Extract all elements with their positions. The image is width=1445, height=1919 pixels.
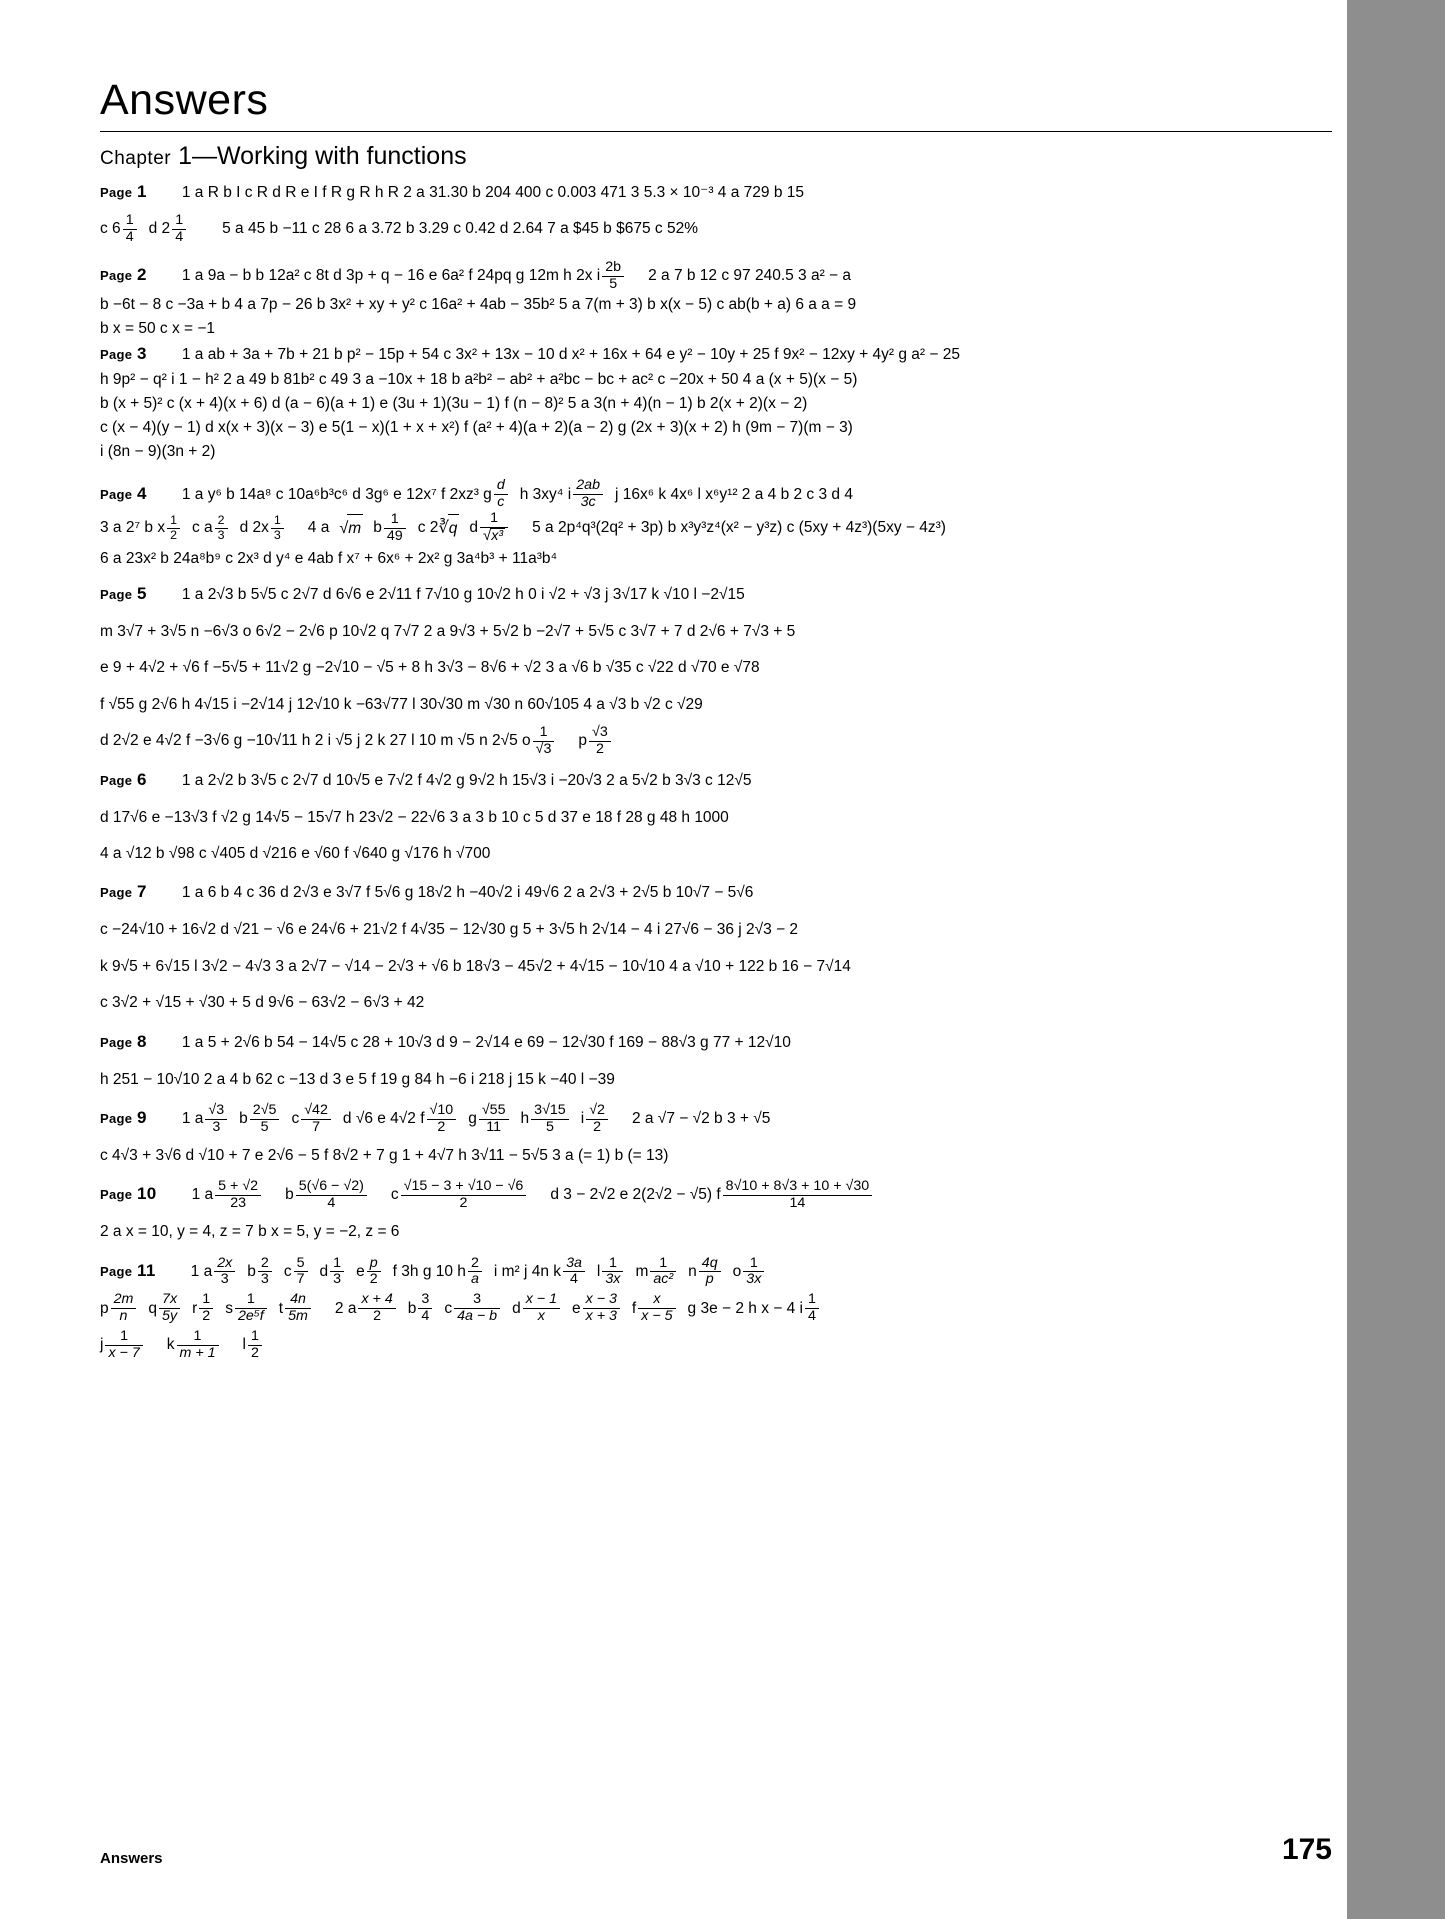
page-2-line-3: b x = 50 c x = −1 xyxy=(100,319,216,337)
fraction-3-over-4a-minus-b: $\frac{3}{4a - b}$ xyxy=(454,1292,500,1325)
page-4-answers-4d: d xyxy=(469,519,479,537)
page-6-line-3: 4 a √12 b √98 c √405 d √216 e √60 f √640 g √176 h √700 xyxy=(100,844,491,862)
page-5-answers-5b: p xyxy=(578,732,588,750)
page-6-answers-1: 1 a 2√2 b 3√5 c 2√7 d 10√5 e 7√2 f 4√2 g 9√2 h 15√3 i −20√3 2 a 5√2 b 3√3 c 12√5 xyxy=(181,771,752,789)
page-4-answers-4b: b xyxy=(373,519,382,537)
fraction-one-over-root-x-cubed: $\frac{1}{\text{√x³}}$ xyxy=(480,511,508,545)
title-divider xyxy=(100,131,1332,132)
fraction-2root5-over-5: $\frac{2√5}{5}$ xyxy=(250,1103,280,1136)
fraction-root42-over-7: $\frac{√42}{7}$ xyxy=(301,1103,331,1136)
exponent-two-thirds: $\frac{2}{3}$ xyxy=(215,514,228,543)
answers-section-page-4 xyxy=(100,478,1330,574)
answers-section-page-1 xyxy=(100,179,1330,246)
page-2-answers-1a: 1 a 9a − b b 12a² c 8t d 3p + q − 16 e 6a² f 24pq g 12m h 2x i xyxy=(181,266,601,284)
page-2-line-1 xyxy=(100,260,1330,293)
page-content xyxy=(100,76,1330,1363)
fraction-2ab-over-3c: $\frac{2ab}{3c}$ xyxy=(573,478,603,511)
page-9-line-1: Page 9 1 a $\frac{√3}{3}$ b $\frac{2√5}{5}$ c $\frac{√42}{7}$ d √6 e 4√2 f $\frac{√10}{2}$ g $\frac{√55}{11}$ h $\frac{3√15}{5}$ i $\frac{√2}{2}$ 2 a √7 − √2 b 3 + √5 xyxy=(100,1101,771,1135)
page-8-line-1 xyxy=(100,1022,1330,1062)
page-4-answers-1c: j 16x⁶ k 4x⁶ l x⁶y¹² 2 a 4 b 2 c 3 d 4 xyxy=(615,485,853,503)
fraction-5-plus-root2-over-23: $\frac{5 + √2}{23}$ xyxy=(215,1179,261,1212)
fraction-1-over-3x-b: $\frac{1}{3x}$ xyxy=(743,1256,764,1289)
fraction-3a-over-4: $\frac{3a}{4}$ xyxy=(563,1256,585,1289)
page-9-answers-2: 2 a √7 − √2 b 3 + √5 xyxy=(631,1109,771,1127)
page-4-answers-4a: 4 a xyxy=(307,519,330,537)
page-4-answers-3c: d 2x xyxy=(239,519,269,537)
page-label-5: Page 5 xyxy=(100,583,147,603)
page-6-line-2: d 17√6 e −13√3 f √2 g 14√5 − 15√7 h 23√2 − 22√6 3 a 3 b 10 c 5 d 37 e 18 f 28 g 48 h 1000 xyxy=(100,808,729,826)
page-label-3: Page 3 xyxy=(100,343,147,363)
page-5-line-5 xyxy=(100,723,1330,759)
page-4-answers-1b: h 3xy⁴ i xyxy=(519,485,572,503)
page-10-line-1: Page 10 1 a $\frac{5 + √2}{23}$ b $\frac{5(√6 - √2)}{4}$ c $\frac{√15 - 3 + √10 - √6}{2}$ d 3 − 2√2 e 2(2√2 − √5) f $\frac{8√10 + 8√3 + 10 + √30}{14}$ xyxy=(100,1174,1330,1214)
page-4-answers-3a: 3 a 2⁷ b x xyxy=(100,519,166,537)
fraction-1-over-ac2: $\frac{1}{\text{ac²}}$ xyxy=(650,1256,676,1289)
fraction-one-over-root3: $\frac{1}{√3}$ xyxy=(533,725,555,758)
page-7-answers-1: 1 a 6 b 4 c 36 d 2√3 e 3√7 f 5√6 g 18√2 h −40√2 i 49√6 2 a 2√3 + 2√5 b 10√7 − 5√6 xyxy=(181,884,754,902)
page-9-answers-1a: 1 a xyxy=(181,1109,204,1127)
fraction-root55-over-11: $\frac{√55}{11}$ xyxy=(479,1103,509,1136)
answers-section-page-7 xyxy=(100,872,1330,1021)
page-4-line-1 xyxy=(100,478,1330,512)
fraction-one-over-49: $\frac{1}{49}$ xyxy=(384,512,406,545)
fraction-5-root6-minus-root2-over-4: $\frac{5(√6 - √2)}{4}$ xyxy=(296,1179,367,1212)
page-label-1: Page 1 xyxy=(100,182,147,201)
page-8-answers-1: 1 a 5 + 2√6 b 54 − 14√5 c 28 + 10√3 d 9 − 2√14 e 69 − 12√30 f 169 − 88√3 g 77 + 12√10 xyxy=(181,1033,791,1051)
page-1-answers-2a: c 6 xyxy=(100,219,121,237)
exponent-one-half: $\frac{1}{2}$ xyxy=(167,514,180,543)
fraction-2-over-3: $\frac{2}{3}$ xyxy=(258,1256,272,1289)
fraction-root3-over-2: $\frac{√3}{2}$ xyxy=(589,725,611,758)
fraction-3-over-4: $\frac{3}{4}$ xyxy=(418,1292,432,1325)
page-title: Answers xyxy=(100,76,269,124)
page-6-line-1 xyxy=(100,760,1330,800)
page-9-line-2: c 4√3 + 3√6 d √10 + 7 e 2√6 − 5 f 8√2 + 7 g 1 + 4√7 h 3√11 − 5√5 3 a (= 1) b (= 13) xyxy=(100,1146,669,1164)
page-3-line-3: b (x + 5)² c (x + 4)(x + 6) d (a − 6)(a + 1) e (3u + 1)(3u − 1) f (n − 8)² 5 a 3(n + 4)(n − 1) b 2(x + 2)(x − 2) xyxy=(100,394,808,412)
page-3-line-1 xyxy=(100,341,1330,368)
page-4-line-3: 6 a 23x² b 24a⁸b⁹ c 2x³ d y⁴ e 4ab f x⁷ + 6x⁶ + 2x² g 3a⁴b³ + 11a³b⁴ xyxy=(100,550,558,568)
page-3-line-2: h 9p² − q² i 1 − h² 2 a 49 b 81b² c 49 3 a −10x + 18 b a²b² − ab² + a²bc − bc + ac² c −20x + 50 4 a (x + 5)(x − 5) xyxy=(100,370,858,388)
page-4-answers-4c: c 2 xyxy=(417,519,439,537)
page-1-answers-2c: 5 a 45 b −11 c 28 6 a 3.72 b 3.29 c 0.42 d 2.64 7 a $45 b $675 c 52% xyxy=(222,219,698,237)
exponent-one-third: $\frac{1}{3}$ xyxy=(271,514,284,543)
fraction-root3-over-3: $\frac{√3}{3}$ xyxy=(205,1103,227,1136)
fraction-1-over-x-minus-7: $\frac{1}{x - 7}$ xyxy=(105,1329,142,1362)
page-11-answers-1a: 1 a xyxy=(190,1262,213,1280)
page-7-line-1 xyxy=(100,872,1330,912)
page-4-answers-3b: c a xyxy=(191,519,213,537)
page-10-line-2: 2 a x = 10, y = 4, z = 7 b x = 5, y = −2, z = 6 xyxy=(100,1223,400,1241)
fraction-x-minus-1-over-x: $\frac{x - 1}{x}$ xyxy=(523,1292,560,1325)
page-5-line-2: m 3√7 + 3√5 n −6√3 o 6√2 − 2√6 p 10√2 q 7√7 2 a 9√3 + 5√2 b −2√7 + 5√5 c 3√7 + 7 d 2√6 + 7√3 + 5 xyxy=(100,622,796,640)
page-5-line-1 xyxy=(100,574,1330,614)
fraction-1-over-2e5f: $\frac{1}{\text{2e⁵f}}$ xyxy=(235,1292,267,1325)
page-label-11: Page 11 xyxy=(100,1260,156,1280)
footer-page-number: 175 xyxy=(1281,1833,1332,1866)
page-7-line-3: k 9√5 + 6√15 l 3√2 − 4√3 3 a 2√7 − √14 − 2√3 + √6 b 18√3 − 45√2 + 4√15 − 10√10 4 a √10 + 122 b 16 − 7√14 xyxy=(100,957,851,975)
page-10-answers-1a: 1 a xyxy=(191,1186,214,1204)
answers-section-page-3 xyxy=(100,341,1330,464)
page-label-6: Page 6 xyxy=(100,769,147,789)
radical-cube-root-q: ∛q xyxy=(438,513,459,544)
page-1-line-1 xyxy=(100,179,1330,206)
page-1-answers-1: 1 a R b I c R d R e I f R g R h R 2 a 31.30 b 204 400 c 0.003 471 3 5.3 × 10⁻³ 4 a 729 b 15 xyxy=(181,184,804,201)
fraction-1-over-4: $\frac{1}{4}$ xyxy=(805,1292,819,1325)
answers-section-page-8 xyxy=(100,1022,1330,1098)
fraction-root15-expr-over-2: $\frac{√15 - 3 + √10 - √6}{2}$ xyxy=(401,1179,527,1212)
page-2-answers-1b: 2 a 7 b 12 c 97 240.5 3 a² − a xyxy=(648,266,852,284)
fraction-one-quarter-a: $\frac{1}{4}$ xyxy=(123,213,137,246)
fraction-2b-over-5: $\frac{2b}{5}$ xyxy=(602,260,624,293)
page-11-line-1: Page 11 1 a $\frac{2x}{3}$ b $\frac{2}{3}$ c $\frac{5}{7}$ d $\frac{1}{3}$ e $\frac{p}{2}$ f 3h g 10 h $\frac{2}{a}$ i m² j 4n k $\frac{3a}{4}$ l $\frac{1}{3x}$ m $\frac{1}{\text{ac²}}$ n $\frac{4q}{p}$ o $\frac{1}{3x}$ xyxy=(100,1251,1330,1291)
fraction-3root15-over-5: $\frac{3√15}{5}$ xyxy=(531,1103,569,1136)
page-2-line-2: b −6t − 8 c −3a + b 4 a 7p − 26 b 3x² + xy + y² c 16a² + 4ab − 35b² 5 a 7(m + 3) b x(x − 5) c ab(b + a) 6 a a = 9 xyxy=(100,295,857,313)
page-11-line-3: j $\frac{1}{x - 7}$ k $\frac{1}{m + 1}$ l $\frac{1}{2}$ xyxy=(100,1327,1330,1363)
fraction-root2-over-2: $\frac{√2}{2}$ xyxy=(586,1103,608,1136)
page-11-line-2: p $\frac{2m}{n}$ q $\frac{7x}{5y}$ r $\frac{1}{2}$ s $\frac{1}{\text{2e⁵f}}$ t $\frac{4n}{5m}$ 2 a $\frac{x + 4}{2}$ b $\frac{3}{4}$ c $\frac{3}{4a - b}$ d $\frac{x - 1}{x}$ e $\frac{x - 3}{x + 3}$ f $\frac{x}{x - 5}$ g 3e − 2 h x − 4 i $\frac{1}{4}$ xyxy=(100,1291,1330,1327)
fraction-x-over-x-minus-5: $\frac{x}{x - 5}$ xyxy=(638,1292,675,1325)
fraction-one-quarter-b: $\frac{1}{4}$ xyxy=(172,213,186,246)
fraction-2m-over-n: $\frac{2m}{n}$ xyxy=(111,1292,137,1325)
chapter-prefix: Chapter xyxy=(100,148,172,169)
fraction-1-over-2-b: $\frac{1}{2}$ xyxy=(248,1329,262,1362)
fraction-7x-over-5y: $\frac{7x}{5y}$ xyxy=(159,1292,180,1325)
footer-label: Answers xyxy=(100,1850,163,1867)
fraction-1-over-3x: $\frac{1}{3x}$ xyxy=(602,1256,623,1289)
fraction-x-plus-4-over-2: $\frac{x + 4}{2}$ xyxy=(358,1292,395,1325)
answers-section-page-6 xyxy=(100,760,1330,873)
fraction-p-over-2: $\frac{p}{2}$ xyxy=(367,1256,381,1289)
page-5-line-3: e 9 + 4√2 + √6 f −5√5 + 11√2 g −2√10 − √5 + 8 h 3√3 − 8√6 + √2 3 a √6 b √35 c √22 d √70 e √78 xyxy=(100,659,760,677)
page-5-answers-1: 1 a 2√3 b 5√5 c 2√7 d 6√6 e 2√11 f 7√10 g 10√2 h 0 i √2 + √3 j 3√17 k √10 l −2√15 xyxy=(181,585,745,603)
fraction-root10-over-2: $\frac{√10}{2}$ xyxy=(427,1103,457,1136)
chapter-title: 1—Working with functions xyxy=(178,142,467,170)
answers-section-page-9 xyxy=(100,1098,1330,1174)
page-label-2: Page 2 xyxy=(100,264,147,284)
page-label-8: Page 8 xyxy=(100,1031,147,1051)
page-1-answers-2b: d 2 xyxy=(148,219,171,237)
answers-section-page-2 xyxy=(100,260,1330,341)
page-8-line-2: h 251 − 10√10 2 a 4 b 62 c −13 d 3 e 5 f 19 g 84 h −6 i 218 j 15 k −40 l −39 xyxy=(100,1070,615,1088)
page-4-answers-5: 5 a 2p⁴q³(2q² + 3p) b x³y³z⁴(x² − y³z) c (5xy + 4z³)(5xy − 4z³) xyxy=(532,519,946,537)
fraction-1-over-2: $\frac{1}{2}$ xyxy=(199,1292,213,1325)
page-1-line-2 xyxy=(100,213,1330,246)
right-margin-band xyxy=(1347,0,1445,1919)
page-3-line-5: i (8n − 9)(3n + 2) xyxy=(100,442,216,460)
page-5-answers-5a: d 2√2 e 4√2 f −3√6 g −10√11 h 2 i √5 j 2 k 27 l 10 m √5 n 2√5 o xyxy=(100,732,531,750)
answers-section-page-11 xyxy=(100,1251,1330,1364)
fraction-4n-over-5m: $\frac{4n}{5m}$ xyxy=(285,1292,311,1325)
page-label-7: Page 7 xyxy=(100,882,147,902)
chapter-heading xyxy=(100,142,1330,171)
page-label-9: Page 9 xyxy=(100,1107,147,1127)
fraction-1-over-3: $\frac{1}{3}$ xyxy=(330,1256,344,1289)
fraction-5-over-7: $\frac{5}{7}$ xyxy=(294,1256,308,1289)
page-3-answers-1: 1 a ab + 3a + 7b + 21 b p² − 15p + 54 c 3x² + 13x − 10 d x² + 16x + 64 e y² − 10y + 25 f 9x² − 12xy + 4y² g a² − 25 xyxy=(181,345,960,363)
fraction-8root10-expr-over-14: $\frac{8√10 + 8√3 + 10 + √30}{14}$ xyxy=(723,1179,873,1212)
fraction-2x-over-3: $\frac{2x}{3}$ xyxy=(214,1256,235,1289)
fraction-x-minus-3-over-x-plus-3: $\frac{x - 3}{x + 3}$ xyxy=(583,1292,620,1325)
page-4-line-2 xyxy=(100,511,1330,545)
page-5-line-4: f √55 g 2√6 h 4√15 i −2√14 j 12√10 k −63√77 l 30√30 m √30 n 60√105 4 a √3 b √2 c √29 xyxy=(100,695,703,713)
page-7-line-4: c 3√2 + √15 + √30 + 5 d 9√6 − 63√2 − 6√3 + 42 xyxy=(100,994,425,1012)
fraction-1-over-m-plus-1: $\frac{1}{m + 1}$ xyxy=(177,1329,219,1362)
radical-m: √m xyxy=(339,513,363,544)
page-7-line-2: c −24√10 + 16√2 d √21 − √6 e 24√6 + 21√2 f 4√35 − 12√30 g 5 + 3√5 h 2√14 − 4 i 27√6 − 36 j 2√3 − 2 xyxy=(100,921,799,939)
fraction-4q-over-p: $\frac{4q}{p}$ xyxy=(699,1256,721,1289)
page-footer xyxy=(100,1833,1332,1867)
answers-section-page-10 xyxy=(100,1174,1330,1250)
fraction-d-over-c: $\frac{d}{c}$ xyxy=(494,478,508,511)
page-4-answers-1a: 1 a y⁶ b 14a⁸ c 10a⁶b³c⁶ d 3g⁶ e 12x⁷ f 2xz³ g xyxy=(181,485,492,503)
page-label-10: Page 10 xyxy=(100,1184,157,1204)
page-label-4: Page 4 xyxy=(100,483,147,503)
page-3-line-4: c (x − 4)(y − 1) d x(x + 3)(x − 3) e 5(1 − x)(1 + x + x²) f (a² + 4)(a + 2)(a − 2) g (2x + 3)(x + 2) h (9m − 7)(m − 3) xyxy=(100,418,853,436)
answers-section-page-5 xyxy=(100,574,1330,760)
fraction-2-over-a: $\frac{2}{a}$ xyxy=(468,1256,482,1289)
